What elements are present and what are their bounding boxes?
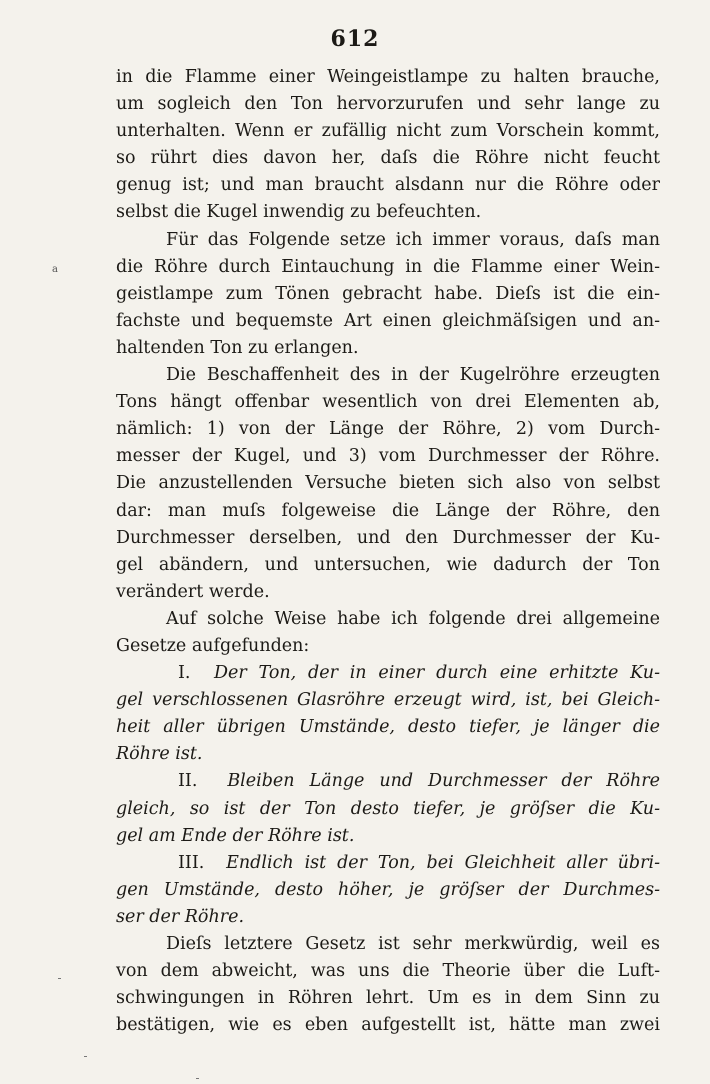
text-line: Gesetze aufgefunden: [116,635,310,656]
text-line: gleich, so ist der Ton desto tiefer, je gröſser die Ku- [116,798,660,819]
text-line: fachste und bequemste Art einen gleichmäſsigen und an- [116,310,660,331]
text-line: Die anzustellenden Versuche bieten sich also von selbst [116,473,660,494]
law-numeral: III. [178,852,205,873]
law-numeral: I. [178,663,191,684]
text-line: unterhalten. Wenn er zufällig nicht zum Vorschein kommt, [116,121,660,142]
law-text: Endlich ist der Ton, bei Gleichheit aller übri- [226,852,660,873]
text-line: die Röhre durch Eintauchung in die Flamme einer Wein- [116,256,660,277]
text-line: Röhre ist. [116,744,203,765]
text-line: geistlampe zum Tönen gebracht habe. Dieſs ist die ein- [116,283,660,304]
text-line: Durchmesser derselben, und den Durchmesser der Ku- [116,527,660,548]
text-line: gel am Ende der Röhre ist. [116,825,355,846]
text-line: selbst die Kugel inwendig zu befeuchten. [116,202,482,223]
text-line [116,660,660,687]
scan-speck [84,1056,87,1057]
text-line: ser der Röhre. [116,906,245,927]
text-line: Dieſs letztere Gesetz ist sehr merkwürdig, weil es [166,934,660,954]
scan-speck [196,1078,199,1079]
text-line: Auf solche Weise habe ich folgende drei allgemeine [166,608,660,629]
law-text: Bleiben Länge und Durchmesser der Röhre [227,771,660,792]
text-line: dar: man muſs folgeweise die Länge der Röhre, den [116,500,660,521]
text-line: haltenden Ton zu erlangen. [116,337,359,358]
text-line: verändert werde. [116,581,270,602]
text-line: messer der Kugel, und 3) vom Durchmesser der Röhre. [116,446,660,467]
text-line: um sogleich den Ton hervorzurufen und sehr lange zu [116,94,660,115]
margin-mark: a [52,264,58,275]
text-line: gel abändern, und untersuchen, wie dadurch der Ton [116,554,660,575]
text-line: genug ist; und man braucht alsdann nur die Röhre oder [116,175,660,196]
text-line: nämlich: 1) von der Länge der Röhre, 2) vom Durch- [116,419,660,440]
text-line: gel verschlossenen Glasröhre erzeugt wird, ist, bei Gleich- [116,690,660,711]
text-line: in die Flamme einer Weingeistlampe zu halten brauche, [116,67,660,87]
text-line [116,850,660,877]
text-line: Die Beschaffenheit des in der Kugelröhre erzeugten [166,365,660,386]
text-line: schwingungen in Röhren lehrt. Um es in dem Sinn zu [116,988,660,1009]
body-text [116,64,660,1039]
law-text: Der Ton, der in einer durch eine erhitzte Ku- [214,663,660,684]
law-numeral: II. [178,771,198,792]
page-number: 612 [330,26,380,52]
text-line: so rührt dies davon her, daſs die Röhre nicht feucht [116,148,660,169]
text-line [116,768,660,795]
text-line: gen Umstände, desto höher, je gröſser der Durchmes- [116,879,660,900]
text-line: Für das Folgende setze ich immer voraus, daſs man [166,229,660,250]
text-line: bestätigen, wie es eben aufgestellt ist, hätte man zwei [116,1015,660,1036]
text-line: Tons hängt offenbar wesentlich von drei Elementen ab, [116,392,660,413]
scan-speck [58,978,61,979]
text-line: von dem abweicht, was uns die Theorie über die Luft- [116,961,660,982]
text-line: heit aller übrigen Umstände, desto tiefer, je länger die [116,717,660,738]
